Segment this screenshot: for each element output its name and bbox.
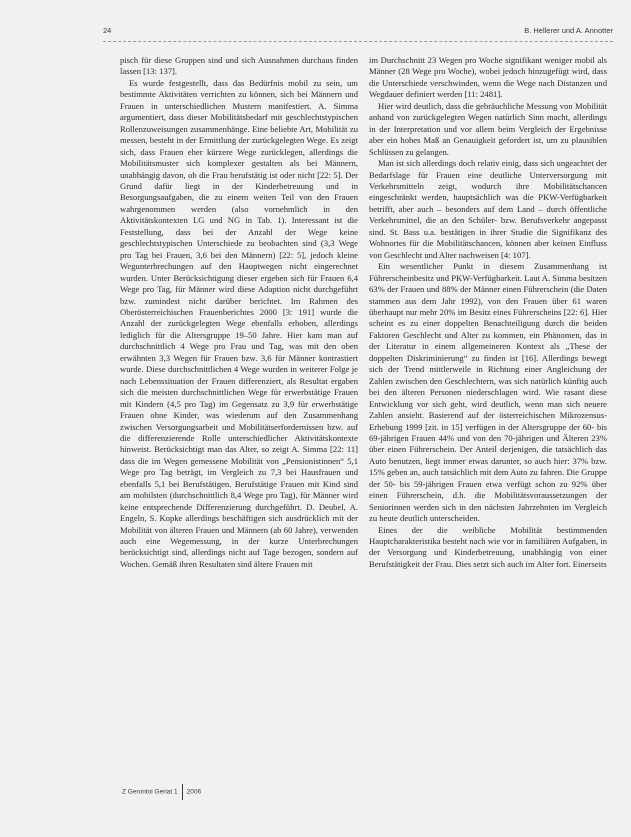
paragraph: pisch für diese Gruppen sind und sich Ausnahmen durchaus finden lassen [13: 137]. (120, 55, 358, 77)
left-column (120, 55, 358, 570)
running-head-authors: B. Hellerer und A. Annotter (524, 26, 613, 35)
header-divider (103, 41, 613, 42)
paragraph: Ein wesentlicher Punkt in diesem Zusammenhang ist Führerscheinbesitz und PKW-Verfügbarkeit. Laut A. Simma besitzen 63% der Frauen und 88% der Männer einen Führerschein (die Daten stammen aus dem Jahr 1992), von den Frauen über 61 waren überhaupt nur mehr 20% im Besitz eines Führerscheins [22: 6]. Hier scheint es zu einer doppelten Benachteiligung durch die beiden Faktoren Geschlecht und Alter zu kommen, ein Phänomen, das in der Literatur in einem allgemeineren Kontext als „These der doppelten Diskriminierung“ zu finden ist [16]. Allerdings bewegt sich der Trend mittlerweile in Richtung einer Angleichung der Zahlen zwischen den Geschlechtern, was sich natürlich künftig auch bei den älteren Personen niederschlagen wird. Wie rasant diese Entwicklung vor sich geht, wird deutlich, wenn man sich neuere Zahlen ansieht. Basierend auf der österreichischen Mikrozensus-Erhebung 1999 [zit. in 15] verfügen in der Altersgruppe der 60- bis 69-jährigen Frauen 44% und von den 70-jährigen und Älteren 23% über einen Führerschein. Der Anteil derjenigen, die tatsächlich das Auto benutzen, liegt immer etwas darunter, so auch hier: 37% bzw. 15% geben an, auch tatsächlich mit dem Auto zu fahren. Die Gruppe der 50- bis 59-jährigen Frauen etwa verfügt schon zu 92% über einen Führerschein, d.h. die Mobilitätsvoraussetzungen der Seniorinnen werden sich in den nächsten Jahrzehnten im Vergleich zu heute deutlich unterscheiden. (369, 261, 607, 524)
right-column (369, 55, 607, 570)
page-footer (122, 784, 201, 800)
page-number: 24 (103, 26, 112, 35)
paragraph: Hier wird deutlich, dass die gebräuchliche Messung von Mobilität anhand von zurückgelegten Wegen natürlich Sinn macht, allerdings in der Interpretation und vor allem beim Vergleich der Ergebnisse aber ein hohes Maß an Genauigkeit gefordert ist, um zu plausiblen Schlüssen zu gelangen. (369, 100, 607, 157)
page-header (103, 26, 613, 38)
footer-divider (182, 784, 183, 800)
paragraph: Es wurde festgestellt, dass das Bedürfnis mobil zu sein, um bestimmte Aktivitäten verrichten zu können, sich bei Männern und Frauen in unterschiedlichen Mustern manifestiert. A. Simma argumentiert, dass dieser Mobilitätsbedarf mit geschlechtstypischen Rollenzuweisungen zusammenhänge. Eine beliebte Art, Mobilität zu messen, besteht in der Ermittlung der zurückgelegten Wege. Es zeigt sich, dass Frauen eher kürzere Wege zurücklegen, allerdings die Mobilitätsmuster sich komplexer gestalten als bei Männern, unabhängig davon, ob die Frau berufstätig ist oder nicht [22: 5]. Der Grund dafür liegt in der Kinderbetreuung und in Besorgungsaufgaben, die zu einem weiten Teil von den Frauen wahrgenommen werden (also vornehmlich in den Aktivitätskontexten LG und NG in Tab. 1). Interessant ist die Feststellung, dass bei der Anzahl der Wege keine geschlechtstypischen Unterschiede zu beobachten sind (3,3 Wege pro Tag bei Frauen, 3,6 bei den Männern) [22: 5], jedoch kleine Wegunterbrechungen auf den Hauptwegen nicht eingerechnet wurden. Unter Berücksichtigung dieser ergeben sich für Frauen 6,4 Wege pro Tag, für Männer wird diese Adaption nicht durchgeführt bzw. zumindest nicht darüber berichtet. Im Rahmen des Oberösterreichischen Frauenberichtes 2000 [3: 191] wurde die Anzahl der zurückgelegten Wege ebenfalls erhoben, allerdings lediglich für die Altersgruppe 19–50 Jahre. Hier kam man auf durchschnittlich 4 Wege pro Frau und Tag, was mit den oben erwähnten 3,3 Wegen für Frauen bzw. 3,6 für Männer kontrastiert wurde. Diese durchschnittlichen 4 Wege wurden in weiterer Folge je nach Lebenssituation der Frauen differenziert, als Resultat ergaben sich die meisten durchschnittlichen Wege für erwerbstätige Frauen mit Kindern (4,5 pro Tag) im Gegensatz zu 3,9 für erwerbstätige Frauen ohne Kinder, was wiederum auf den Zusammenhang zwischen Versorgungsarbeit und Mobilitätserfordernissen bzw. auf die differenzierende Rolle unterschiedlicher Aktivitätskontexte hinweist. Berücksichtigt man das Alter, so zeigt A. Simma [22: 11] dass die im Wegen gemessene Mobilität von „Pensionistinnen“ 5,1 Wege pro Tag beträgt, im Vergleich zu 7,3 bei Hausfrauen und ebenfalls 5,1 bei Berufstätigen. Berufstätige Frauen mit Kind sind am mobilsten (durchschnittlich 8,4 Wege pro Tag), für Männer wird keine entsprechende Differenzierung durchgeführt. D. Deubel, A. Engeln, S. Kopke allerdings beschäftigen sich ausdrücklich mit der Mobilität von älteren Frauen und Männern (ab 60 Jahre), verwenden auch eine Wegemessung, in der kurze Unterbrechungen berücksichtigt sind, allerdings nicht auf Tage bezogen, sondern auf Wochen. Gemäß ihren Resultaten sind ältere Frauen mit (120, 77, 358, 569)
paragraph: Eines der die weibliche Mobilität bestimmenden Hauptcharakteristika besteht nach wie vor in familiären Aufgaben, in der Versorgung und Kinderbetreuung, unabhängig von einer Berufstätigkeit der Frau. Dies setzt sich auch im Alter fort. Einerseits (369, 524, 607, 569)
paragraph: im Durchschnitt 23 Wegen pro Woche signifikant weniger mobil als Männer (28 Wege pro Woche), wobei jedoch hinzugefügt wird, dass die Unterschiede verschwinden, wenn die Wege nach Distanzen und Wegdauer definiert werden [11: 2481]. (369, 55, 607, 100)
publication-year: 2006 (186, 788, 202, 796)
paragraph: Man ist sich allerdings doch relativ einig, dass sich ungeachtet der Bedarfslage für Frauen eine deutliche Unterversorgung mit Verkehrsmitteln zeigt, wodurch ihre Mobilitätschancen eingeschränkt werden, hauptsächlich was die PKW-Verfügbarkeit betrifft, aber auch – besonders auf dem Land – durch öffentliche Verkehrsmittel, die an den Schüler- bzw. Berufsverkehr angepasst sind. St. Bass u.a. bestätigen in ihrer Studie die Signifikanz des Wohnortes für die Mobilitätschancen, können aber keinen Einfluss von Geschlecht und Alter nachweisen [4: 107]. (369, 158, 607, 260)
journal-citation: Z Gerontol Geriat 1 (122, 788, 178, 796)
